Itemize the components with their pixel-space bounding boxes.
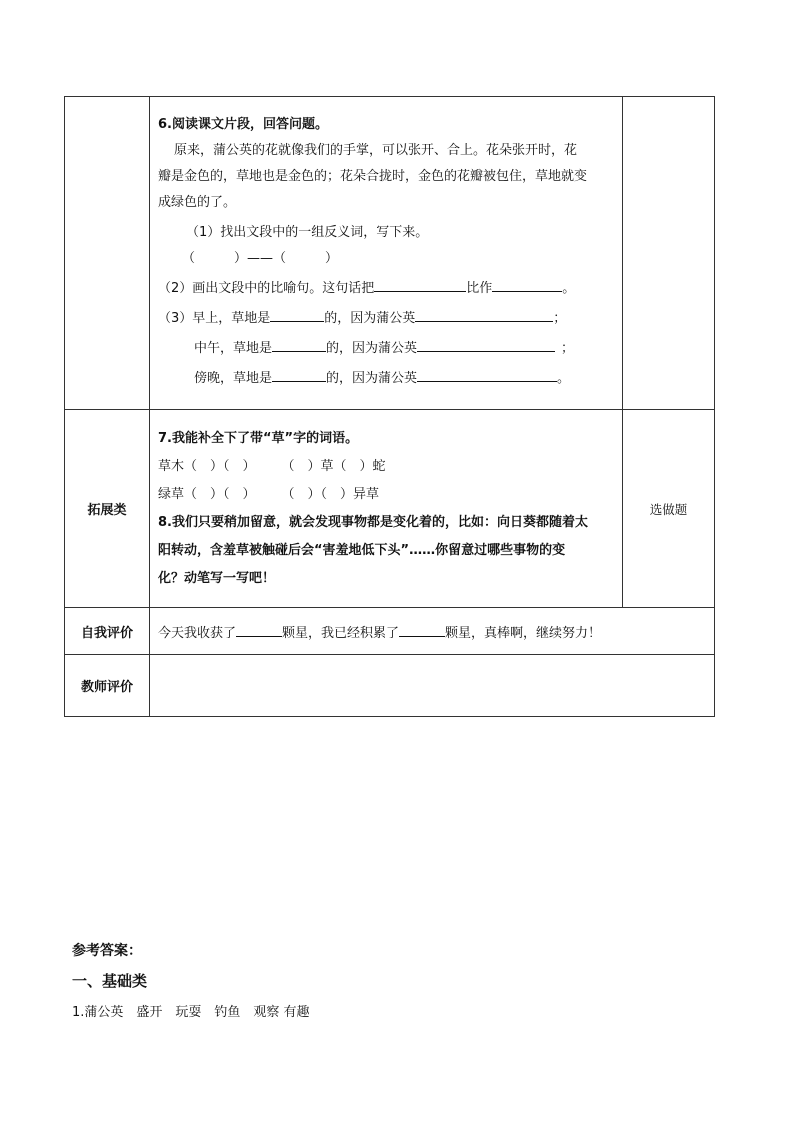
sub-question-2-text-c: 。 [562,281,576,296]
answer-key [72,938,310,1028]
sub-question-3-noon [158,336,614,362]
antonym-blank: （ ）——（ ） [182,251,339,266]
noon-end: ； [561,341,575,356]
sub-question-3-morning [158,306,614,332]
evening-label: 傍晚，草地是 [194,371,273,386]
extension-row [65,410,715,608]
sub-question-2-text-a: （2）画出文段中的比喻句。这句话把 [158,281,375,296]
optional-note: 选做题 [623,410,715,608]
self-eval-text-b: 颗星，我已经积累了 [282,625,400,641]
category-self-eval: 自我评价 [65,608,150,655]
question-6-title: 6.阅读课文片段，回答问题。 [158,117,328,132]
self-eval-text-c: 颗星，真棒啊，继续努力！ [445,625,602,641]
teacher-eval-cell[interactable] [150,655,715,717]
noon-color-blank[interactable] [272,337,326,352]
morning-label: （3）早上，草地是 [158,311,271,326]
metaphor-blank-2[interactable] [492,277,562,292]
question-8-line-2: 阳转动，含羞草被触碰后会“害羞地低下头”……你留意过哪些事物的变 [158,542,566,558]
answer-section-title: 一、基础类 [72,972,148,990]
note-cell-empty [623,97,715,410]
evening-end: 。 [557,371,571,386]
question-8-line-3: 化？动笔写一写吧！ [158,570,276,586]
question-7-line-2: 绿草（ ）（ ） （ ）（ ）异草 [158,486,380,502]
passage-line-1: 原来，蒲公英的花就像我们的手掌，可以张开、合上。花朵张开时，花 [174,143,578,158]
stars-today-blank[interactable] [236,622,282,637]
self-eval-cell [150,608,715,655]
passage-line-3: 成绿色的了。 [158,195,237,210]
evening-reason-blank[interactable] [417,367,557,382]
answer-heading: 参考答案： [72,943,142,959]
sub-question-2-text-b: 比作 [466,281,493,296]
stars-total-blank[interactable] [399,622,445,637]
question-7-line-1: 草木（ ）（ ） （ ）草（ ）蛇 [158,458,386,474]
extension-cell [150,410,623,608]
morning-reason-label: 的，因为蒲公英 [324,311,416,326]
sub-question-2 [158,276,614,302]
question-8-line-1: 8.我们只要稍加留意，就会发现事物都是变化着的，比如：向日葵都随着太 [158,514,588,530]
question-6-cell [150,97,623,410]
sub-question-3-evening [158,366,614,392]
teacher-eval-row [65,655,715,717]
morning-reason-blank[interactable] [415,307,553,322]
noon-reason-label: 的，因为蒲公英 [326,341,418,356]
evening-reason-label: 的，因为蒲公英 [326,371,418,386]
answer-line-1: 1.蒲公英 盛开 玩耍 钓鱼 观察 有趣 [72,1005,310,1020]
self-eval-text-a: 今天我收获了 [158,625,237,641]
self-eval-row [65,608,715,655]
worksheet-table [64,96,715,717]
evening-color-blank[interactable] [272,367,326,382]
metaphor-blank-1[interactable] [374,277,466,292]
category-cell-empty [65,97,150,410]
morning-end: ； [553,311,567,326]
sub-question-1: （1）找出文段中的一组反义词，写下来。 [186,225,429,240]
noon-reason-blank[interactable] [417,337,555,352]
category-teacher-eval: 教师评价 [65,655,150,717]
question-6-row [65,97,715,410]
noon-label: 中午，草地是 [194,341,273,356]
passage-line-2: 瓣是金色的，草地也是金色的；花朵合拢时，金色的花瓣被包住，草地就变 [158,169,588,184]
category-extension: 拓展类 [65,410,150,608]
morning-color-blank[interactable] [270,307,324,322]
question-7-title: 7.我能补全下了带“草”字的词语。 [158,430,359,446]
